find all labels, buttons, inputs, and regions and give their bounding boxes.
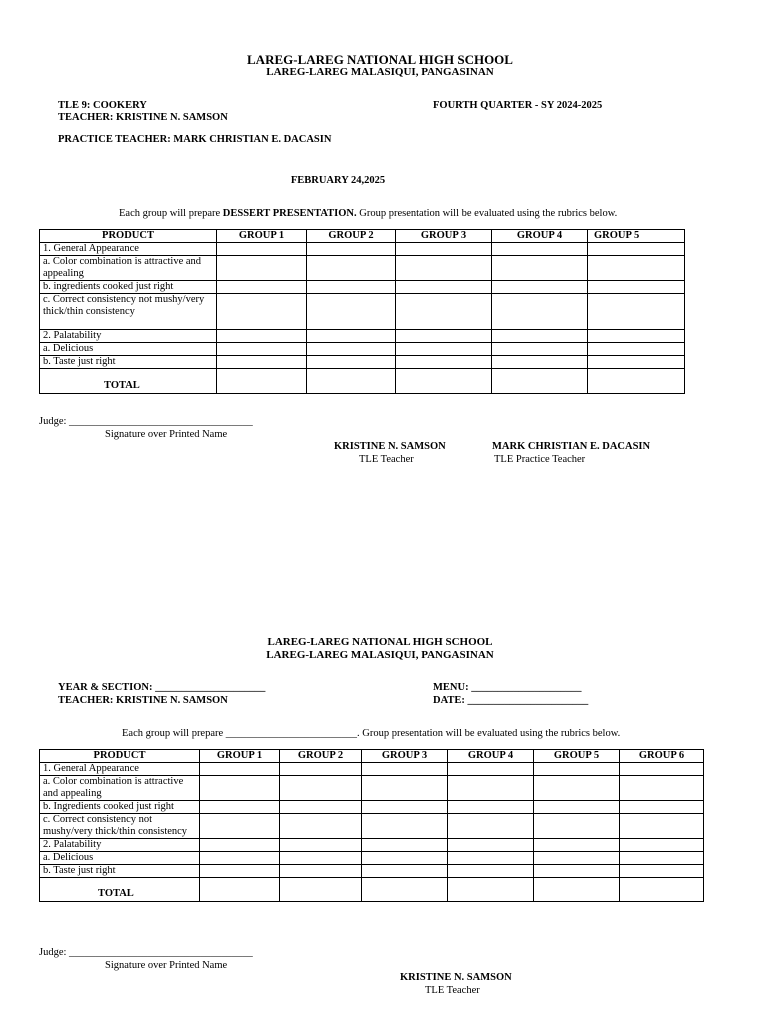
criterion-cell: 2. Palatability [40, 330, 217, 343]
score-cell[interactable] [362, 839, 448, 852]
column-header: GROUP 2 [280, 750, 362, 763]
score-cell[interactable] [280, 865, 362, 878]
sheet1-judge-line[interactable]: Judge: ___________________________________ [39, 416, 253, 427]
table-row [40, 814, 704, 839]
table-row [40, 763, 704, 776]
score-cell[interactable] [492, 294, 588, 330]
sheet1-instruction-lead: Each group will prepare [119, 208, 223, 219]
sheet2-teacher: TEACHER: KRISTINE N. SAMSON [58, 695, 228, 706]
criterion-cell: b. Taste just right [40, 356, 217, 369]
total-cell[interactable] [620, 878, 704, 902]
score-cell[interactable] [362, 852, 448, 865]
criterion-cell: b. ingredients cooked just right [40, 281, 217, 294]
total-cell[interactable] [534, 878, 620, 902]
total-cell[interactable] [588, 369, 685, 394]
column-header: GROUP 6 [620, 750, 704, 763]
sheet2-menu[interactable]: MENU: _____________________ [433, 682, 582, 693]
score-cell[interactable] [307, 256, 396, 281]
score-cell[interactable] [280, 852, 362, 865]
sheet1-instruction [119, 208, 617, 221]
score-cell[interactable] [588, 343, 685, 356]
score-cell[interactable] [280, 839, 362, 852]
score-cell[interactable] [280, 801, 362, 814]
total-cell[interactable] [200, 878, 280, 902]
sheet1-subject: TLE 9: COOKERY [58, 100, 147, 111]
score-cell[interactable] [534, 776, 620, 801]
table-row [40, 294, 685, 330]
sheet1-signature-caption: Signature over Printed Name [105, 429, 228, 440]
table-row [40, 801, 704, 814]
sheet1-teacher: TEACHER: KRISTINE N. SAMSON [58, 112, 228, 123]
column-header: GROUP 3 [396, 230, 492, 243]
total-cell[interactable] [217, 369, 307, 394]
criterion-cell: c. Correct consistency not mushy/very thick/thin consistency [40, 294, 217, 330]
table-row [40, 356, 685, 369]
score-cell[interactable] [534, 865, 620, 878]
criterion-cell: b. Ingredients cooked just right [40, 801, 200, 814]
column-header: GROUP 4 [492, 230, 588, 243]
sheet2-school-address: LAREG-LAREG MALASIQUI, PANGASINAN [266, 649, 494, 661]
criterion-cell: 2. Palatability [40, 839, 200, 852]
table-row [40, 256, 685, 281]
sheet1-quarter: FOURTH QUARTER - SY 2024-2025 [433, 100, 603, 111]
score-cell[interactable] [448, 839, 534, 852]
score-cell[interactable] [217, 330, 307, 343]
sheet1-teacher-signatory-role: TLE Teacher [359, 454, 414, 465]
total-cell[interactable] [492, 369, 588, 394]
table-row [40, 852, 704, 865]
score-cell[interactable] [200, 763, 280, 776]
score-cell[interactable] [492, 343, 588, 356]
score-cell[interactable] [620, 776, 704, 801]
total-cell[interactable] [396, 369, 492, 394]
score-cell[interactable] [588, 243, 685, 256]
score-cell[interactable] [448, 776, 534, 801]
sheet1-practice-teacher: PRACTICE TEACHER: MARK CHRISTIAN E. DACASIN [58, 134, 332, 145]
score-cell[interactable] [217, 281, 307, 294]
table-header-row [40, 230, 685, 243]
score-cell[interactable] [200, 776, 280, 801]
column-header: GROUP 3 [362, 750, 448, 763]
sheet1-practice-teacher-signatory-role: TLE Practice Teacher [494, 454, 586, 465]
score-cell[interactable] [217, 294, 307, 330]
table-row [40, 281, 685, 294]
table-row [40, 343, 685, 356]
score-cell[interactable] [307, 343, 396, 356]
score-cell[interactable] [492, 243, 588, 256]
score-cell[interactable] [620, 814, 704, 839]
sheet1-date: FEBRUARY 24,2025 [290, 175, 386, 186]
sheet2-date[interactable]: DATE: _______________________ [433, 695, 589, 706]
column-header: GROUP 1 [217, 230, 307, 243]
score-cell[interactable] [396, 281, 492, 294]
score-cell[interactable] [362, 801, 448, 814]
score-cell[interactable] [620, 763, 704, 776]
score-cell[interactable] [492, 281, 588, 294]
score-cell[interactable] [492, 330, 588, 343]
score-cell[interactable] [396, 330, 492, 343]
score-cell[interactable] [280, 763, 362, 776]
sheet2-teacher-signatory-name: KRISTINE N. SAMSON [400, 972, 512, 983]
sheet2-teacher-signatory-role: TLE Teacher [425, 985, 480, 996]
table-row [40, 865, 704, 878]
table-row [40, 330, 685, 343]
score-cell[interactable] [620, 865, 704, 878]
score-cell[interactable] [588, 330, 685, 343]
score-cell[interactable] [396, 243, 492, 256]
score-cell[interactable] [280, 814, 362, 839]
criterion-cell: a. Delicious [40, 343, 217, 356]
score-cell[interactable] [534, 763, 620, 776]
score-cell[interactable] [534, 852, 620, 865]
score-cell[interactable] [588, 256, 685, 281]
score-cell[interactable] [448, 801, 534, 814]
score-cell[interactable] [200, 839, 280, 852]
score-cell[interactable] [200, 852, 280, 865]
criterion-cell: c. Correct consistency not mushy/very thick/thin consistency [40, 814, 200, 839]
score-cell[interactable] [448, 852, 534, 865]
criterion-cell: b. Taste just right [40, 865, 200, 878]
score-cell[interactable] [620, 852, 704, 865]
score-cell[interactable] [588, 294, 685, 330]
score-cell[interactable] [200, 801, 280, 814]
score-cell[interactable] [396, 294, 492, 330]
score-cell[interactable] [217, 356, 307, 369]
table-row [40, 839, 704, 852]
sheet2-school-name: LAREG-LAREG NATIONAL HIGH SCHOOL [267, 636, 493, 648]
column-header: PRODUCT [40, 230, 217, 243]
score-cell[interactable] [362, 776, 448, 801]
score-cell[interactable] [534, 814, 620, 839]
score-cell[interactable] [396, 356, 492, 369]
column-header: GROUP 5 [534, 750, 620, 763]
score-cell[interactable] [362, 763, 448, 776]
score-cell[interactable] [534, 839, 620, 852]
sheet2-instruction: Each group will prepare _________________________. Group presentation will be evaluated using the rubrics below. [122, 728, 621, 739]
total-cell[interactable] [362, 878, 448, 902]
score-cell[interactable] [588, 281, 685, 294]
table-row [40, 776, 704, 801]
sheet2-year-section[interactable]: YEAR & SECTION: _____________________ [58, 682, 266, 693]
total-label: TOTAL [40, 878, 200, 902]
score-cell[interactable] [217, 256, 307, 281]
criterion-cell: a. Color combination is attractive and appealing [40, 256, 217, 281]
sheet1-instruction-activity: DESSERT PRESENTATION. [222, 208, 357, 219]
score-cell[interactable] [200, 814, 280, 839]
score-cell[interactable] [307, 281, 396, 294]
sheet1-practice-teacher-signatory-name: MARK CHRISTIAN E. DACASIN [492, 441, 651, 452]
sheet1-school-name: LAREG-LAREG NATIONAL HIGH SCHOOL [247, 52, 513, 67]
sheet1-school-address: LAREG-LAREG MALASIQUI, PANGASINAN [266, 66, 494, 78]
score-cell[interactable] [307, 243, 396, 256]
column-header: GROUP 4 [448, 750, 534, 763]
table-row [40, 243, 685, 256]
sheet2-judge-line[interactable]: Judge: ___________________________________ [39, 947, 253, 958]
total-cell[interactable] [307, 369, 396, 394]
score-cell[interactable] [492, 256, 588, 281]
score-cell[interactable] [448, 865, 534, 878]
criterion-cell: 1. General Appearance [40, 243, 217, 256]
column-header: GROUP 2 [307, 230, 396, 243]
sheet1-rubric-table [39, 229, 685, 394]
total-cell[interactable] [280, 878, 362, 902]
score-cell[interactable] [492, 356, 588, 369]
score-cell[interactable] [620, 839, 704, 852]
total-cell[interactable] [448, 878, 534, 902]
criterion-cell: a. Delicious [40, 852, 200, 865]
total-row [40, 878, 704, 902]
score-cell[interactable] [362, 814, 448, 839]
sheet1-instruction-tail: Group presentation will be evaluated using the rubrics below. [356, 208, 618, 219]
total-label: TOTAL [40, 369, 217, 394]
score-cell[interactable] [217, 243, 307, 256]
column-header: GROUP 5 [588, 230, 685, 243]
score-cell[interactable] [307, 356, 396, 369]
score-cell[interactable] [396, 343, 492, 356]
score-cell[interactable] [200, 865, 280, 878]
score-cell[interactable] [534, 801, 620, 814]
score-cell[interactable] [396, 256, 492, 281]
score-cell[interactable] [620, 801, 704, 814]
column-header: PRODUCT [40, 750, 200, 763]
sheet1-teacher-signatory-name: KRISTINE N. SAMSON [334, 441, 446, 452]
column-header: GROUP 1 [200, 750, 280, 763]
table-header-row [40, 750, 704, 763]
score-cell[interactable] [217, 343, 307, 356]
score-cell[interactable] [307, 330, 396, 343]
criterion-cell: a. Color combination is attractive and appealing [40, 776, 200, 801]
score-cell[interactable] [448, 763, 534, 776]
score-cell[interactable] [280, 776, 362, 801]
score-cell[interactable] [588, 356, 685, 369]
sheet2-signature-caption: Signature over Printed Name [105, 960, 228, 971]
sheet2-rubric-table [39, 749, 704, 902]
score-cell[interactable] [362, 865, 448, 878]
score-cell[interactable] [307, 294, 396, 330]
total-row [40, 369, 685, 394]
criterion-cell: 1. General Appearance [40, 763, 200, 776]
score-cell[interactable] [448, 814, 534, 839]
